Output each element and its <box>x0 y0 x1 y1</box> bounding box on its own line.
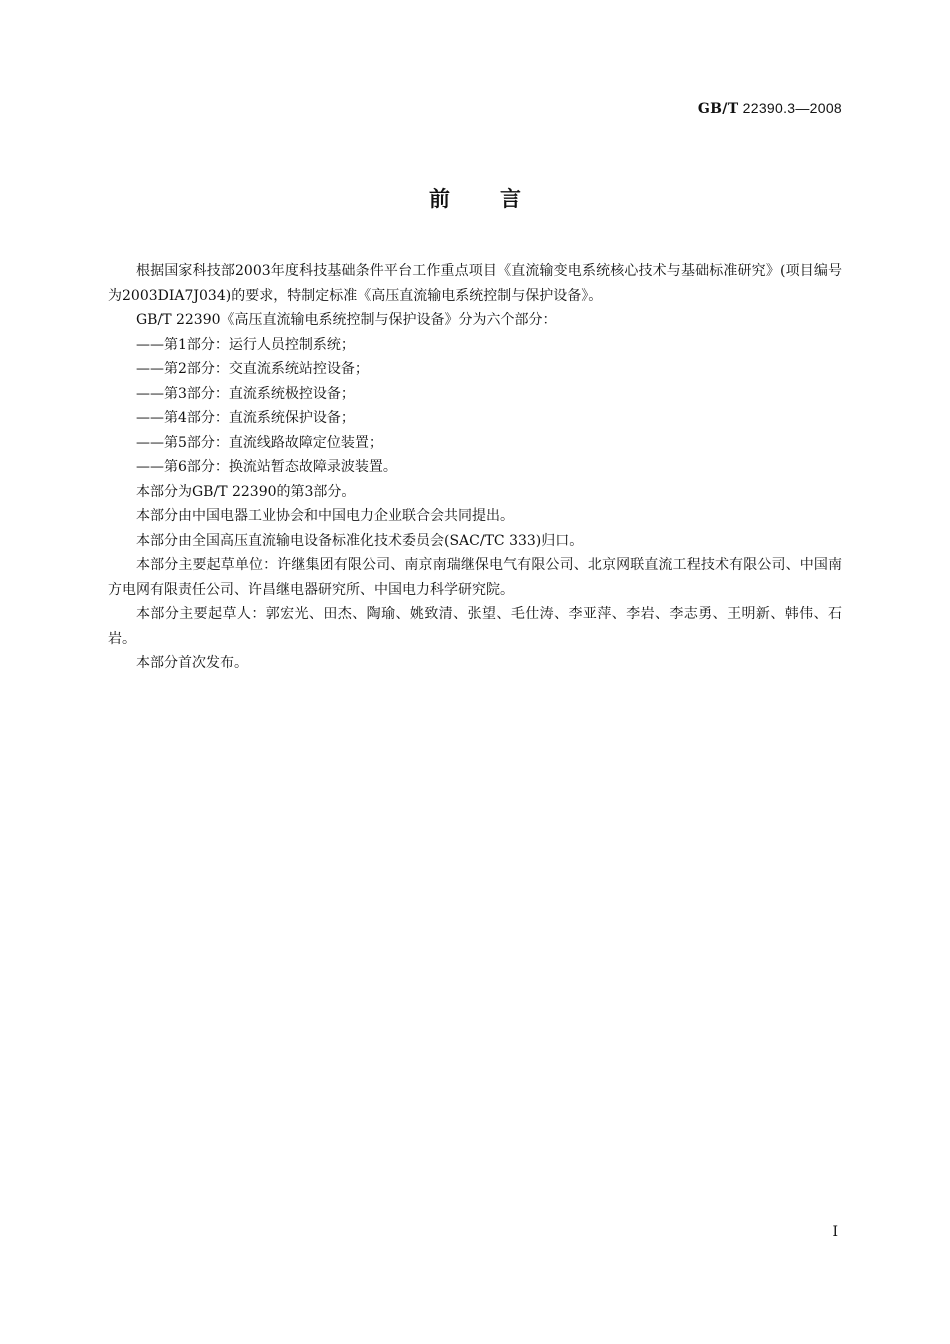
foreword-body <box>108 259 842 676</box>
paragraph-first-release: 本部分首次发布。 <box>136 655 248 671</box>
paragraph-basis: 根据国家科技部2003年度科技基础条件平台工作重点项目《直流输变电系统核心技术与基础标准研究》(项目编号为2003DIA7J034)的要求，特制定标准《高压直流输电系统控制与保护设备》。 <box>108 263 842 304</box>
paragraph-proposed-by: 本部分由中国电器工业协会和中国电力企业联合会共同提出。 <box>136 508 514 524</box>
list-item-part-1: ——第1部分：运行人员控制系统； <box>136 336 355 353</box>
paragraph-this-part: 本部分为GB/T 22390的第3部分。 <box>136 483 356 500</box>
paragraph-drafting-units: 本部分主要起草单位：许继集团有限公司、南京南瑞继保电气有限公司、北京网联直流工程技术有限公司、中国南方电网有限责任公司、许昌继电器研究所、中国电力科学研究院。 <box>108 557 842 598</box>
list-item-part-6: ——第6部分：换流站暂态故障录波装置。 <box>136 459 397 475</box>
list-item-part-5: ——第5部分：直流线路故障定位装置； <box>136 434 383 451</box>
page-title: 前言 <box>429 187 571 211</box>
paragraph-parts-intro: GB/T 22390《高压直流输电系统控制与保护设备》分为六个部分： <box>136 312 557 328</box>
page-number: I <box>832 1224 838 1240</box>
paragraph-drafters: 本部分主要起草人：郭宏光、田杰、陶瑜、姚致清、张望、毛仕涛、李亚萍、李岩、李志勇、王明新、韩伟、石岩。 <box>108 606 842 647</box>
paragraph-centralized-by: 本部分由全国高压直流输电设备标准化技术委员会(SAC/TC 333)归口。 <box>136 532 584 549</box>
standard-number-value: 22390.3—2008 <box>742 100 842 116</box>
list-item-part-2: ——第2部分：交直流系统站控设备； <box>136 361 369 377</box>
standard-number <box>698 100 842 117</box>
list-item-part-3: ——第3部分：直流系统极控设备； <box>136 385 355 402</box>
list-item-part-4: ——第4部分：直流系统保护设备； <box>136 410 355 426</box>
standard-code: GB/T <box>697 101 739 117</box>
